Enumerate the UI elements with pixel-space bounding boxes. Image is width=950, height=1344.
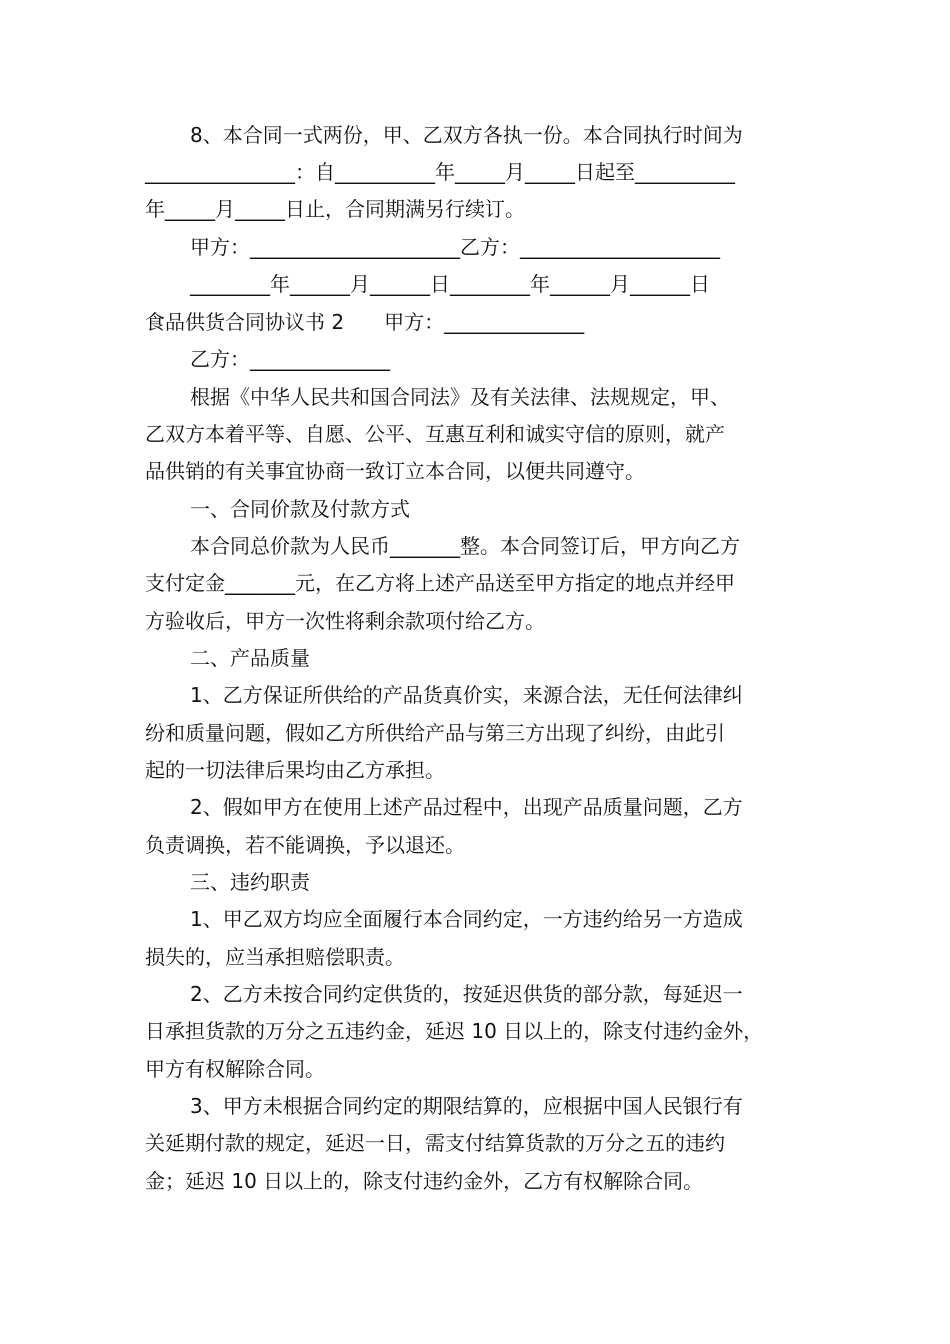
party-b-line: 乙方：______________: [190, 347, 390, 371]
section-3-item-2-line-3: 甲方有权解除合同。: [145, 1057, 325, 1081]
signature-parties-line: 甲方：_____________________乙方：____________________: [190, 235, 720, 259]
preamble-line-1: 根据《中华人民共和国合同法》及有关法律、法规规定，甲、: [190, 385, 730, 409]
section-1-heading: 一、合同价款及付款方式: [190, 497, 410, 521]
section-2-item-2-line-2: 负责调换，若不能调换，予以退还。: [145, 833, 465, 857]
section-3-item-2-line-2: 日承担货款的万分之五违约金，延迟 10 日以上的，除支付违约金外，: [145, 1019, 764, 1043]
section-3-item-1-line-1: 1、甲乙双方均应全面履行本合同约定，一方违约给另一方造成: [190, 907, 743, 931]
section-3-item-1-line-2: 损失的，应当承担赔偿职责。: [145, 945, 405, 969]
agreement-2-title-line: 食品供货合同协议书 2 甲方：______________: [145, 310, 585, 334]
section-2-heading: 二、产品质量: [190, 646, 310, 670]
clause-8-line-3: 年_____月_____日止，合同期满另行续订。: [145, 197, 525, 221]
section-2-item-1-line-2: 纷和质量问题，假如乙方所供给产品与第三方出现了纠纷，由此引: [145, 721, 725, 745]
preamble-line-2: 乙双方本着平等、自愿、公平、互惠互利和诚实守信的原则，就产: [145, 422, 725, 446]
section-3-heading: 三、违约职责: [190, 870, 310, 894]
clause-8-line-1: 8、本合同一式两份，甲、乙双方各执一份。本合同执行时间为: [190, 123, 743, 147]
section-2-item-1-line-3: 起的一切法律后果均由乙方承担。: [145, 758, 445, 782]
section-2-item-1-line-1: 1、乙方保证所供给的产品货真价实，来源合法，无任何法律纠: [190, 683, 743, 707]
section-1-line-2: 支付定金_______元，在乙方将上述产品送至甲方指定的地点并经甲: [145, 571, 735, 595]
signature-date-line: ________年______月______日________年______月______日: [190, 272, 710, 296]
section-3-item-3-line-2: 关延期付款的规定，延迟一日，需支付结算货款的万分之五的违约: [145, 1131, 725, 1155]
section-2-item-2-line-1: 2、假如甲方在使用上述产品过程中，出现产品质量问题，乙方: [190, 795, 743, 819]
section-1-line-1: 本合同总价款为人民币_______整。本合同签订后，甲方向乙方: [190, 534, 740, 558]
clause-8-line-2: _______________：自__________年_____月_____日起至__________: [145, 160, 735, 184]
section-3-item-3-line-1: 3、甲方未根据合同约定的期限结算的，应根据中国人民银行有: [190, 1094, 743, 1118]
section-3-item-3-line-3: 金；延迟 10 日以上的，除支付违约金外，乙方有权解除合同。: [145, 1169, 704, 1193]
section-1-line-3: 方验收后，甲方一次性将剩余款项付给乙方。: [145, 609, 545, 633]
section-3-item-2-line-1: 2、乙方未按合同约定供货的，按延迟供货的部分款，每延迟一: [190, 982, 743, 1006]
preamble-line-3: 品供销的有关事宜协商一致订立本合同，以便共同遵守。: [145, 459, 645, 483]
